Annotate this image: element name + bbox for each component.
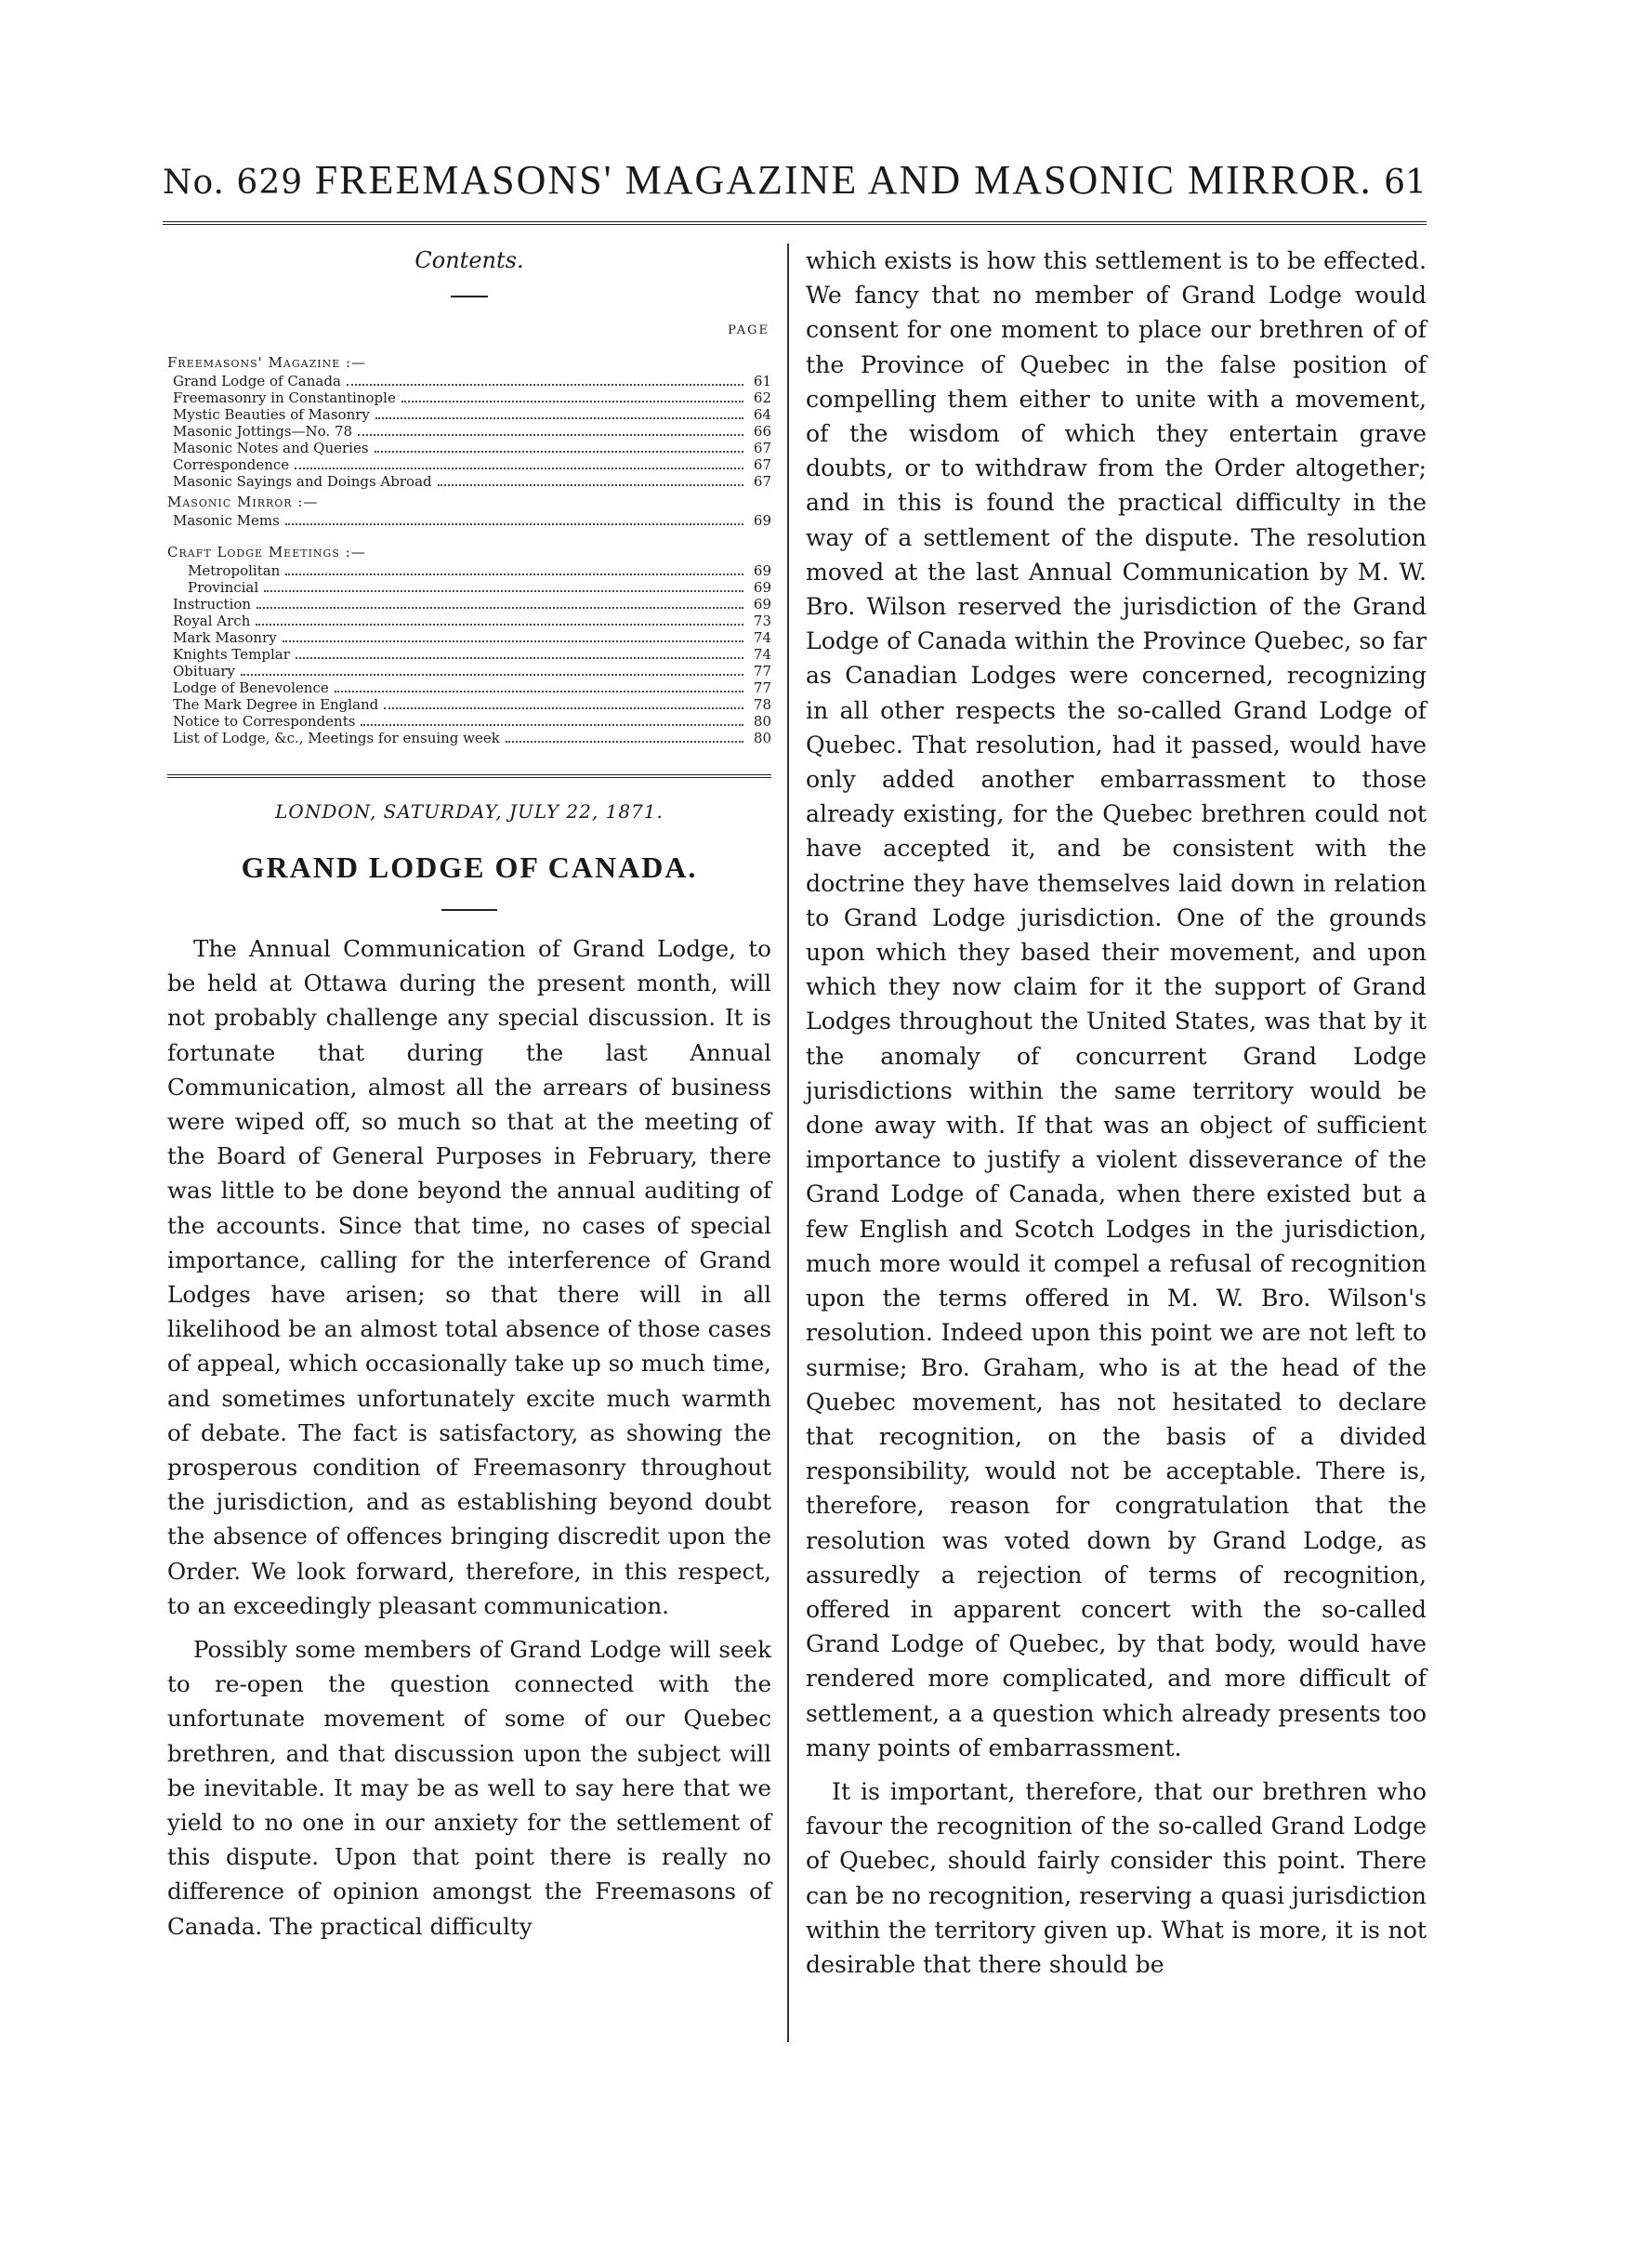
toc-page-label: PAGE	[728, 323, 769, 337]
toc-entry	[167, 423, 771, 440]
toc-section-heading: Masonic Mirror :—	[167, 494, 319, 510]
issue-number: No. 629	[163, 164, 304, 202]
toc-entry-page: 80	[753, 713, 771, 730]
toc-entry	[167, 629, 771, 646]
toc-entry	[167, 389, 771, 406]
toc-entry-page: 69	[753, 579, 771, 596]
toc-entry-label: Masonic Mems	[173, 512, 280, 529]
toc-entry-page: 77	[753, 679, 771, 696]
table-of-contents	[167, 354, 771, 746]
toc-entry-label: The Mark Degree in England	[173, 696, 379, 713]
toc-entry-label: Masonic Sayings and Doings Abroad	[173, 473, 432, 490]
contents-dash	[451, 296, 488, 297]
toc-entry-label: Metropolitan	[188, 562, 281, 579]
toc-entry	[167, 512, 771, 529]
contents-rule	[167, 774, 771, 778]
title-dash	[441, 909, 497, 911]
toc-entry-page: 78	[753, 696, 771, 713]
toc-entry-page: 67	[753, 440, 771, 456]
toc-entry	[167, 679, 771, 696]
article-paragraph: It is important, therefore, that our brethren who favour the recognition of the so-called Grand Lodge of Quebec, should fairly consider this point. There can be no recognition, reserving a quasi jurisdiction within the territory given up. What is more, it is not desirable that there should be	[806, 1777, 1427, 1978]
toc-entry-label: List of Lodge, &c., Meetings for ensuing week	[173, 730, 500, 746]
contents-heading: Contents.	[414, 247, 524, 273]
toc-entry-label: Masonic Notes and Queries	[173, 440, 369, 456]
toc-entry-page: 61	[753, 373, 771, 389]
toc-entry-page: 64	[753, 406, 771, 423]
article-title: GRAND LODGE OF CANADA.	[241, 850, 698, 884]
toc-entry	[167, 440, 771, 456]
toc-entry-page: 62	[753, 389, 771, 406]
toc-entry-label: Lodge of Benevolence	[173, 679, 329, 696]
toc-entry-page: 74	[753, 629, 771, 646]
toc-entry-label: Royal Arch	[173, 613, 251, 629]
header-rule	[163, 221, 1427, 225]
toc-entry	[167, 696, 771, 713]
toc-entry-page: 77	[753, 663, 771, 679]
toc-section-heading: Craft Lodge Meetings :—	[167, 544, 366, 560]
toc-entry	[167, 579, 771, 596]
toc-entry-label: Mark Masonry	[173, 629, 277, 646]
toc-entry-page: 74	[753, 646, 771, 663]
toc-entry	[167, 713, 771, 730]
toc-entry-label: Provincial	[188, 579, 259, 596]
toc-entry-label: Instruction	[173, 596, 252, 613]
article-paragraph: Possibly some members of Grand Lodge will seek to re-open the question connected with the unfortunate movement of some of our Quebec brethren, and that discussion upon the subject will be inevitable. It may be as well to say here that we yield to no one in our anxiety for the settlement of this dispute. Upon that point there is really no difference of opinion amongst the Freemasons of Canada. The practical difficulty	[167, 1636, 771, 1940]
toc-entry	[167, 373, 771, 389]
article-paragraph: which exists is how this settlement is to be effected. We fancy that no member of Grand Lodge would consent for one moment to place our brethren of of the Province of Quebec in the false position of compelling them either to unite with a movement, of the wisdom of which they entertain grave doubts, or to withdraw from the Order altogether; and in this is found the practical difficulty in the way of a settlement of the dispute. The resolution moved at the last Annual Communication by M. W. Bro. Wilson reserved the jurisdiction of the Grand Lodge of Canada within the Province Quebec, so far as Canadian Lodges were concerned, recognizing in all other respects the so-called Grand Lodge of Quebec. That resolution, had it passed, would have only added another embarrassment to those already existing, for the Quebec brethren could not have accepted it, and be consistent with the doctrine they have themselves laid down in relation to Grand Lodge jurisdiction. One of the grounds upon which they based their movement, and upon which they now claim for it the support of Grand Lodges throughout the United States, was that by it the anomaly of concurrent Grand Lodge jurisdictions within the same territory would be done away with. If that was an object of sufficient importance to justify a violent disseverance of the Grand Lodge of Canada, when there existed but a few English and Scotch Lodges in the jurisdiction, much more would it compel a refusal of recognition upon the terms offered in M. W. Bro. Wilson's resolution. Indeed upon this point we are not left to surmise; Bro. Graham, who is at the head of the Quebec movement, has not hesitated to declare that recognition, on the basis of a divided responsibility, would not be acceptable. There is, therefore, reason for congratulation that the resolution was voted down by Grand Lodge, as assuredly a rejection of terms of recognition, offered in apparent concert with the so-called Grand Lodge of Quebec, by that body, would have rendered more complicated, and more difficult of settlement, a a question which already presents too many points of embarrassment.	[806, 247, 1427, 1761]
toc-entry-page: 69	[753, 512, 771, 529]
left-column	[167, 244, 771, 1944]
toc-entry	[167, 473, 771, 490]
toc-entry	[167, 663, 771, 679]
toc-entry-label: Grand Lodge of Canada	[173, 373, 341, 389]
magazine-title: FREEMASONS' MAGAZINE AND MASONIC MIRROR.	[314, 157, 1373, 203]
toc-entry-page: 73	[753, 613, 771, 629]
toc-entry-label: Mystic Beauties of Masonry	[173, 406, 370, 423]
toc-entry-page: 80	[753, 730, 771, 746]
toc-entry-page: 67	[753, 456, 771, 473]
toc-entry	[167, 596, 771, 613]
page-number: 61	[1384, 164, 1427, 202]
toc-entry	[167, 613, 771, 629]
toc-entry-label: Correspondence	[173, 456, 290, 473]
column-divider	[787, 244, 789, 2042]
toc-entry-page: 67	[753, 473, 771, 490]
toc-entry	[167, 562, 771, 579]
toc-entry-page: 69	[753, 596, 771, 613]
toc-entry-label: Freemasonry in Constantinople	[173, 389, 396, 406]
toc-entry	[167, 406, 771, 423]
toc-entry-label: Knights Templar	[173, 646, 290, 663]
toc-entry-page: 69	[753, 562, 771, 579]
toc-section-heading: Freemasons' Magazine :—	[167, 354, 367, 371]
toc-entry	[167, 456, 771, 473]
toc-entry-label: Masonic Jottings—No. 78	[173, 423, 353, 440]
toc-entry-page: 66	[753, 423, 771, 440]
toc-entry-label: Notice to Correspondents	[173, 713, 356, 730]
article-paragraph: The Annual Communication of Grand Lodge, to be held at Ottawa during the present month, will not probably challenge any special discussion. It is fortunate that during the last Annual Communication, almost all the arrears of business were wiped off, so much so that at the meeting of the Board of General Purposes in February, there was little to be done beyond the annual auditing of the accounts. Since that time, no cases of special importance, calling for the interference of Grand Lodges have arisen; so that there will in all likelihood be an almost total absence of those cases of appeal, which occasionally take up so much time, and sometimes unfortunately excite much warmth of debate. The fact is satisfactory, as showing the prosperous condition of Freemasonry throughout the jurisdiction, and as establishing beyond doubt the absence of offences bringing discredit upon the Order. We look forward, therefore, in this respect, to an exceedingly pleasant communication.	[167, 935, 771, 1619]
toc-entry-label: Obituary	[173, 663, 235, 679]
toc-entry	[167, 646, 771, 663]
dateline: LONDON, SATURDAY, JULY 22, 1871.	[275, 800, 664, 823]
toc-entry	[167, 730, 771, 746]
page-header	[163, 156, 1427, 212]
right-column	[806, 244, 1427, 1982]
